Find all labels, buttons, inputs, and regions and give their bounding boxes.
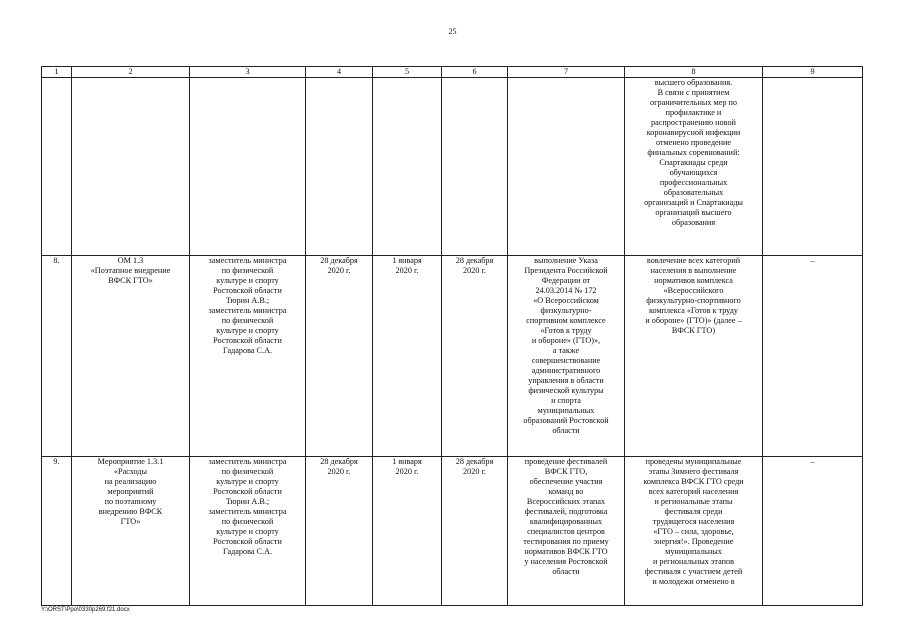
responsible-cell xyxy=(190,78,306,256)
table-row xyxy=(42,256,863,457)
column-number-cell: 7 xyxy=(508,67,625,78)
actual-result-cell: вовлечение всех категорий населения в выполнение нормативов комплекса «Всероссийского физкультурно-спортивного комплекса «Готов к труду и обороне» (ГТО)» (далее – ВФСК ГТО) xyxy=(625,256,763,457)
event-name-cell: ОМ 1.3 «Поэтапное внедрение ВФСК ГТО» xyxy=(72,256,190,457)
expected-result-cell xyxy=(508,78,625,256)
column-number-cell: 5 xyxy=(373,67,442,78)
expected-result-cell: выполнение Указа Президента Российской Федерации от 24.03.2014 № 172 «О Всероссийском физкультурно- спортивном комплексе «Готов к труду и обороне» (ГТО)», а также совершенствование административного управления в области физической культуры и спорта муниципальных образований Ростовской области xyxy=(508,256,625,457)
table-row xyxy=(42,78,863,256)
column-number-cell: 8 xyxy=(625,67,763,78)
row-number-cell xyxy=(42,78,72,256)
actual-result-cell: проведены муниципальные этапы Зимнего фестиваля комплекса ВФСК ГТО среди всех категорий населения и региональные этапы фестиваля среди трудящегося населения «ГТО – сила, здоровье, энергия!». Проведение муниципальных и региональных этапов фестиваля с участием детей и молодежи отменено в xyxy=(625,457,763,606)
row-number-cell: 8. xyxy=(42,256,72,457)
responsible-cell: заместитель министра по физической культуре и спорту Ростовской области Тюрин А.В.; заместитель министра по физической культуре и спорту Ростовской области Гадарова С.А. xyxy=(190,457,306,606)
file-path-footer: Y:\ORST\Ppo\0330p269.f21.docx xyxy=(41,607,130,613)
column-number-cell: 2 xyxy=(72,67,190,78)
column-number-cell: 4 xyxy=(306,67,373,78)
reasons-cell xyxy=(763,78,863,256)
end-date-cell: 28 декабря 2020 г. xyxy=(442,457,508,606)
start-date-cell xyxy=(373,78,442,256)
column-number-cell: 3 xyxy=(190,67,306,78)
actual-result-cell: высшего образования. В связи с принятием ограничительных мер по профилактике и распространению новой коронавирусной инфекции отменено проведение финальных соревнований: Спартакиады среди обучающихся профессиональных образовательных организаций и Спартакиады организаций высшего образования xyxy=(625,78,763,256)
start-date-cell: 1 января 2020 г. xyxy=(373,256,442,457)
row-number-cell: 9. xyxy=(42,457,72,606)
reasons-cell: – xyxy=(763,256,863,457)
end-date-cell xyxy=(442,78,508,256)
planned-date-cell: 28 декабря 2020 г. xyxy=(306,457,373,606)
reasons-cell: – xyxy=(763,457,863,606)
end-date-cell: 28 декабря 2020 г. xyxy=(442,256,508,457)
event-name-cell xyxy=(72,78,190,256)
event-name-cell: Мероприятие 1.3.1 «Расходы на реализацию мероприятий по поэтапному внедрению ВФСК ГТО» xyxy=(72,457,190,606)
column-number-cell: 9 xyxy=(763,67,863,78)
table-row xyxy=(42,457,863,606)
document-table xyxy=(41,66,863,606)
column-number-cell: 6 xyxy=(442,67,508,78)
expected-result-cell: проведение фестивалей ВФСК ГТО, обеспечение участия команд во Всероссийских этапах фестивалей, подготовка квалифицированных специалистов центров тестирования по приему нормативов ВФСК ГТО у населения Ростовской области xyxy=(508,457,625,606)
responsible-cell: заместитель министра по физической культуре и спорту Ростовской области Тюрин А.В.; заместитель министра по физической культуре и спорту Ростовской области Гадарова С.А. xyxy=(190,256,306,457)
column-number-row xyxy=(42,67,863,78)
column-number-cell: 1 xyxy=(42,67,72,78)
planned-date-cell xyxy=(306,78,373,256)
start-date-cell: 1 января 2020 г. xyxy=(373,457,442,606)
page-number: 25 xyxy=(448,27,457,36)
planned-date-cell: 28 декабря 2020 г. xyxy=(306,256,373,457)
